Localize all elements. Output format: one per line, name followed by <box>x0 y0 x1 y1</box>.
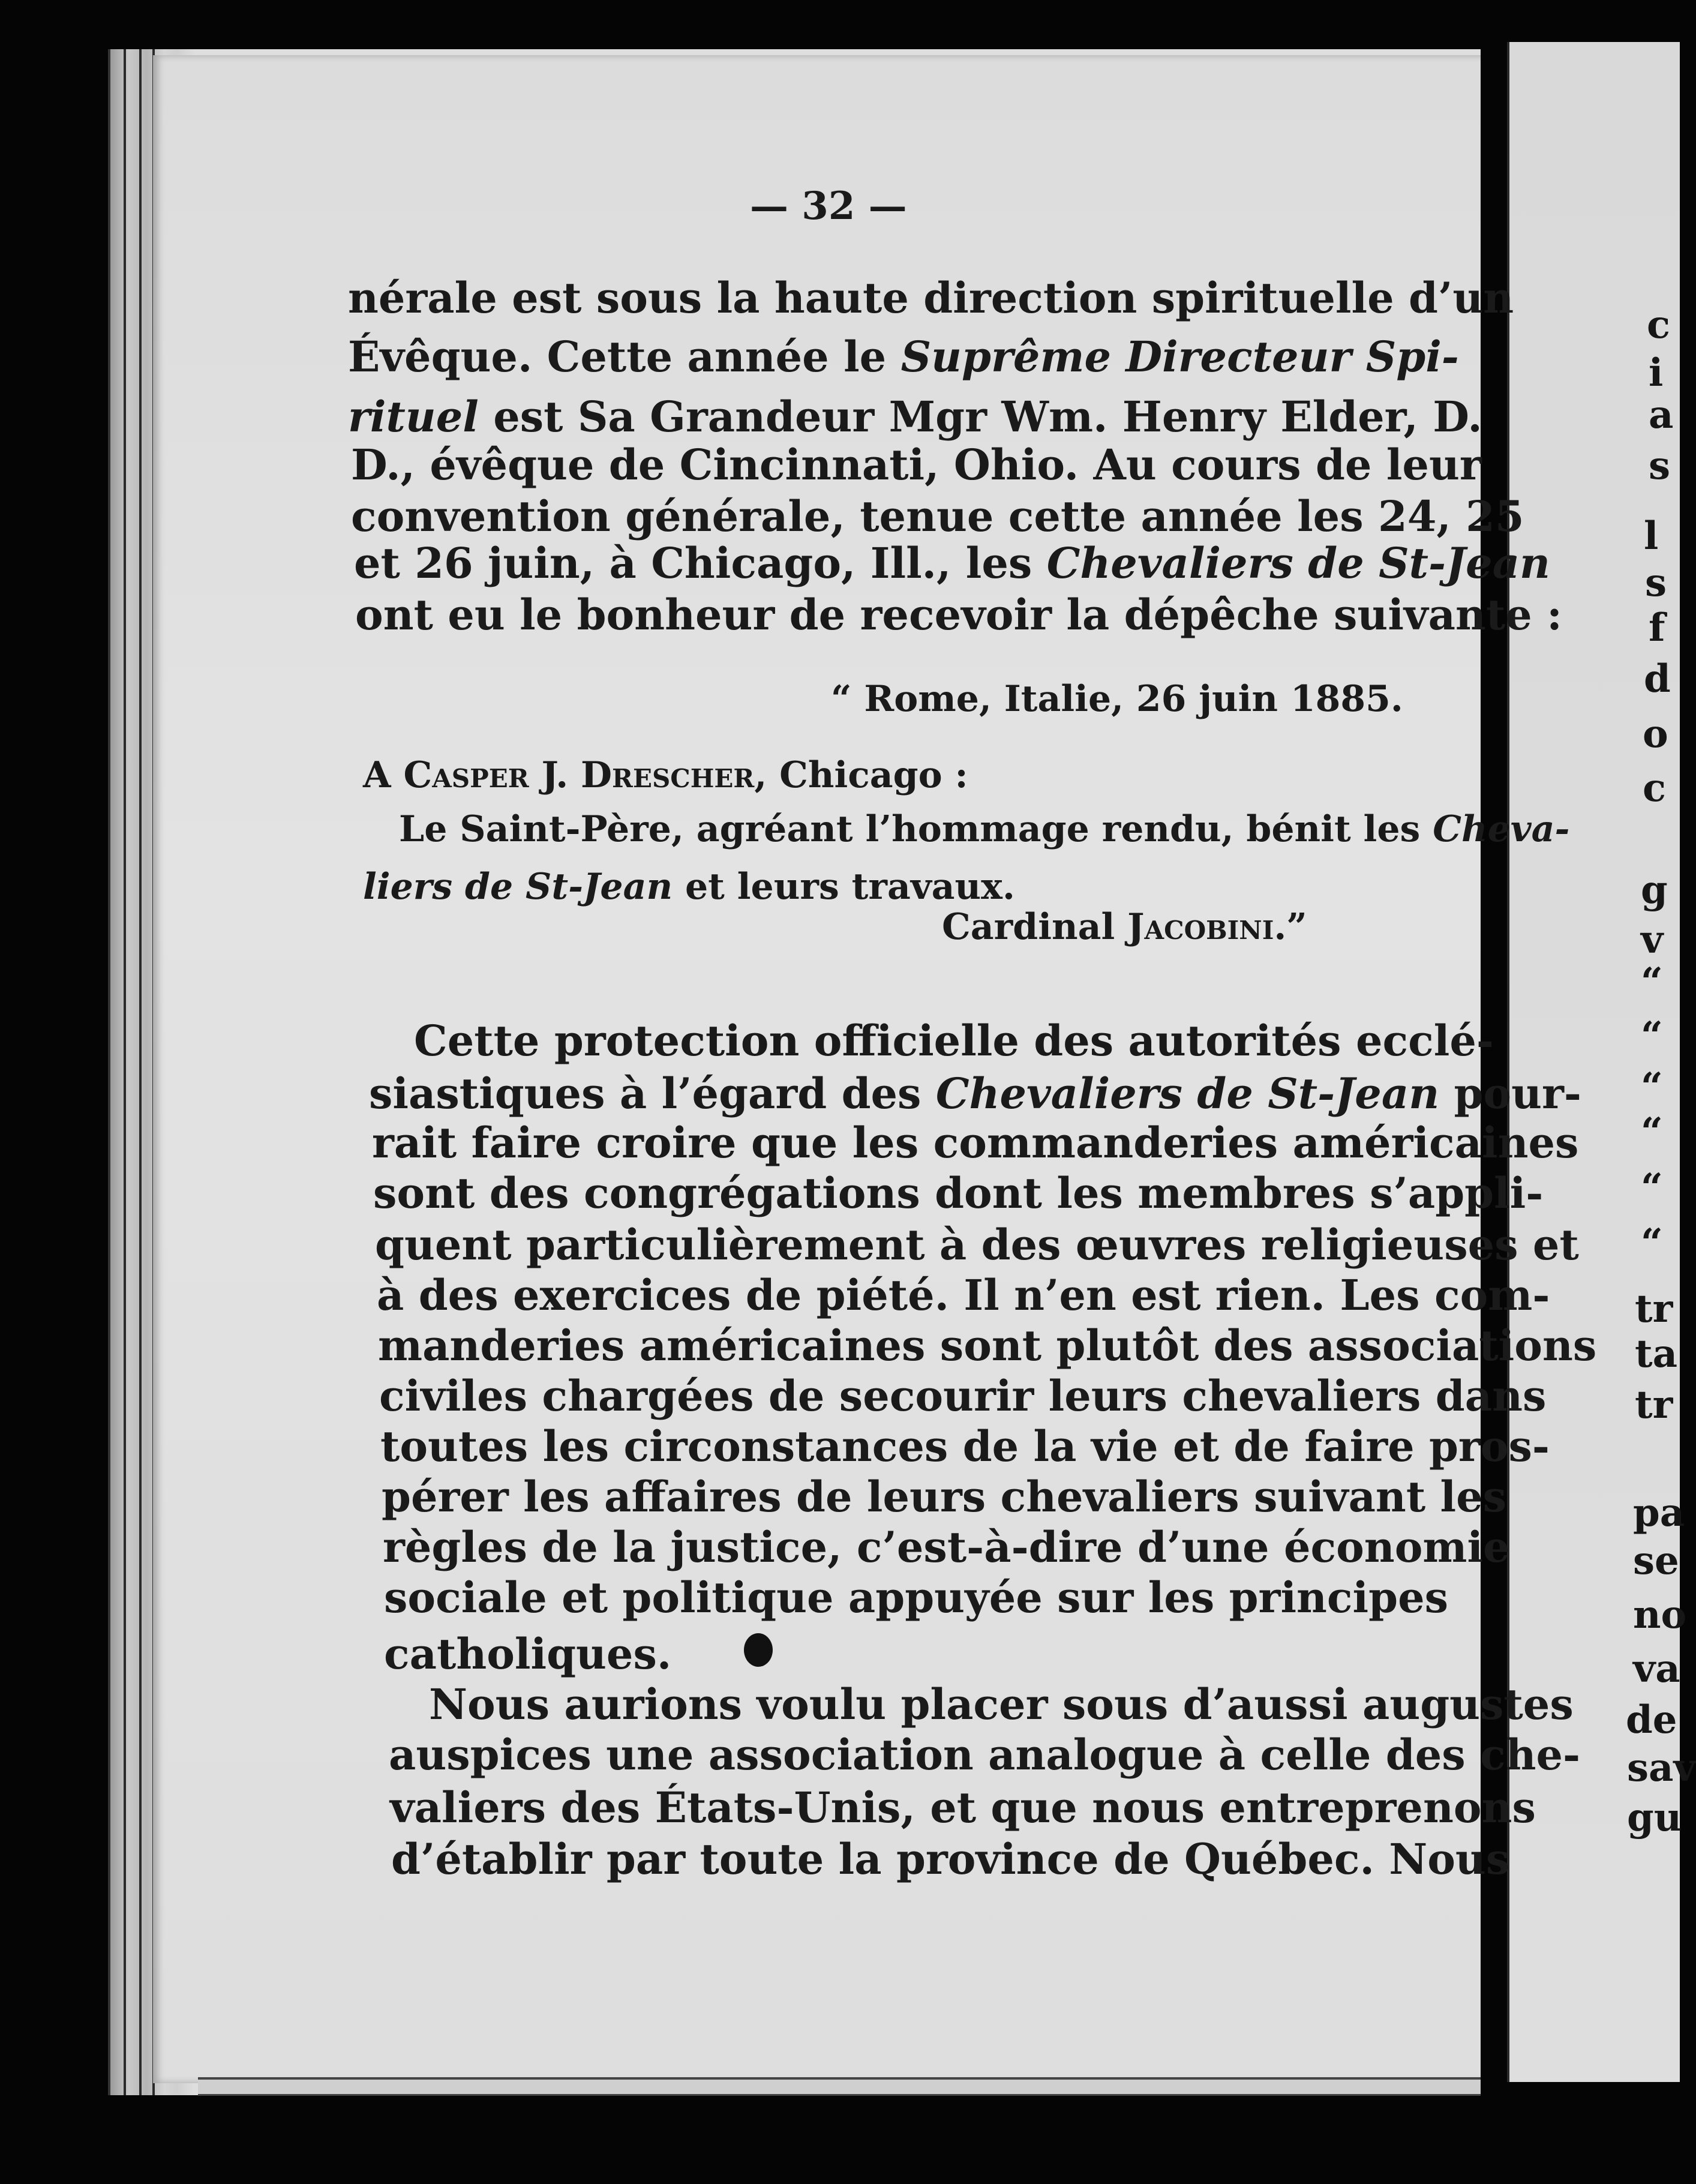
body-line: à des exercices de piété. Il n’en est rien. Les com- <box>377 1270 1550 1320</box>
text-run: A <box>363 754 404 796</box>
italic-run: Suprême Directeur Spi- <box>900 332 1459 382</box>
facing-page-fragment: tr <box>1635 1382 1673 1427</box>
body-line: règles de la justice, c’est-à-dire d’une économie <box>383 1522 1510 1572</box>
ink-blot <box>744 1633 773 1667</box>
facing-page-fragment: va <box>1633 1646 1680 1691</box>
facing-page-fragment: gu <box>1627 1795 1682 1840</box>
body-line: toutes les circonstances de la vie et de faire pros- <box>380 1421 1550 1471</box>
facing-page-fragment: “ <box>1641 1220 1663 1265</box>
body-line <box>348 392 1482 442</box>
text-run: et 26 juin, à Chicago, Ill., les <box>354 538 1047 588</box>
facing-page-fragment: tr <box>1635 1286 1673 1331</box>
page-number: — 32 — <box>750 184 907 229</box>
body-line: nérale est sous la haute direction spirituelle d’un <box>348 273 1514 323</box>
facing-page-fragment: s <box>1645 560 1667 605</box>
body-line <box>354 538 1550 588</box>
body-line: Nous aurions voulu placer sous d’aussi augustes <box>429 1679 1574 1729</box>
text-run: .” <box>1274 906 1307 948</box>
italic-run: rituel <box>348 392 479 442</box>
body-line: pérer les affaires de leurs chevaliers suivant les <box>382 1472 1507 1522</box>
body-line: civiles chargées de secourir leurs chevaliers dans <box>379 1371 1547 1421</box>
text-run: , Chicago : <box>754 754 968 796</box>
facing-page-fragment: ta <box>1635 1331 1678 1376</box>
text-run: Le Saint-Père, agréant l’hommage rendu, bénit les <box>399 808 1433 850</box>
body-line: manderies américaines sont plutôt des associations <box>378 1321 1597 1370</box>
facing-page-fragment: sav <box>1627 1745 1696 1790</box>
facing-page-fragment: “ <box>1641 959 1663 1004</box>
telegram-body-line <box>399 808 1570 850</box>
body-line: d’établir par toute la province de Québec. Nous <box>391 1834 1510 1884</box>
facing-page-fragment: c <box>1643 766 1666 811</box>
body-line: sont des congrégations dont les membres s’appli- <box>373 1168 1544 1218</box>
facing-page-fragment: i <box>1649 350 1664 395</box>
facing-page-fragment: “ <box>1641 1109 1663 1154</box>
facing-page-fragment: “ <box>1641 1013 1663 1058</box>
body-line: Cette protection officielle des autorités ecclé- <box>414 1016 1494 1066</box>
text-run: et leurs travaux. <box>673 866 1015 908</box>
smallcaps-run: Casper J. Drescher <box>403 754 755 796</box>
facing-page-fragment: g <box>1641 868 1668 913</box>
body-line <box>369 1069 1581 1118</box>
facing-page-fragment: “ <box>1641 1064 1663 1109</box>
page-bottom-edge <box>198 2077 1488 2096</box>
body-line: convention générale, tenue cette année les 24, 25 <box>351 491 1524 541</box>
facing-page-fragment: se <box>1633 1538 1679 1583</box>
body-line: ont eu le bonheur de recevoir la dépêche suivante : <box>355 590 1562 640</box>
italic-run: Chevaliers de St-Jean <box>935 1069 1440 1118</box>
facing-page-fragment: no <box>1633 1592 1687 1637</box>
facing-page-fragment: o <box>1643 712 1668 757</box>
page-edge-line <box>124 49 126 2095</box>
telegram-dateline: “ Rome, Italie, 26 juin 1885. <box>831 678 1403 720</box>
facing-page-fragment: l <box>1644 514 1659 559</box>
text-run: est Sa Grandeur Mgr Wm. Henry Elder, D. <box>478 392 1482 442</box>
italic-run: Chevaliers de St-Jean <box>1046 538 1550 588</box>
italic-run: Cheva- <box>1433 808 1570 850</box>
facing-page-fragment: de <box>1626 1697 1677 1742</box>
italic-run: liers de St-Jean <box>363 866 673 908</box>
body-line: auspices une association analogue à celle des che- <box>389 1730 1581 1780</box>
text-run: siastiques à l’égard des <box>369 1069 936 1118</box>
telegram-addressee <box>363 754 968 796</box>
body-line: sociale et politique appuyée sur les principes <box>384 1573 1449 1622</box>
facing-page-fragment: pa <box>1633 1490 1685 1535</box>
telegram-body-line <box>363 866 1015 908</box>
facing-page-fragment: v <box>1641 917 1664 962</box>
facing-page-fragment: a <box>1649 392 1674 437</box>
text-run: Évêque. Cette année le <box>348 332 901 382</box>
page-edge-line <box>139 49 142 2095</box>
facing-page-fragment: f <box>1649 605 1665 650</box>
body-line: rait faire croire que les commanderies américaines <box>372 1118 1579 1168</box>
body-line <box>348 332 1459 382</box>
text-run: Cardinal <box>942 906 1128 948</box>
facing-page-fragment: “ <box>1641 1165 1663 1210</box>
body-line: catholiques. <box>384 1629 672 1679</box>
body-line: D., évêque de Cincinnati, Ohio. Au cours de leur <box>351 440 1482 490</box>
telegram-signature <box>942 906 1307 948</box>
text-run: pour- <box>1439 1069 1581 1118</box>
facing-page-fragment: s <box>1649 443 1671 488</box>
body-line: valiers des États-Unis, et que nous entreprenons <box>390 1783 1536 1832</box>
body-line: quent particulièrement à des œuvres religieuses et <box>375 1220 1579 1270</box>
facing-page-fragment: c <box>1647 302 1670 347</box>
facing-page-fragment: d <box>1644 656 1671 701</box>
smallcaps-run: Jacobini <box>1127 906 1274 948</box>
